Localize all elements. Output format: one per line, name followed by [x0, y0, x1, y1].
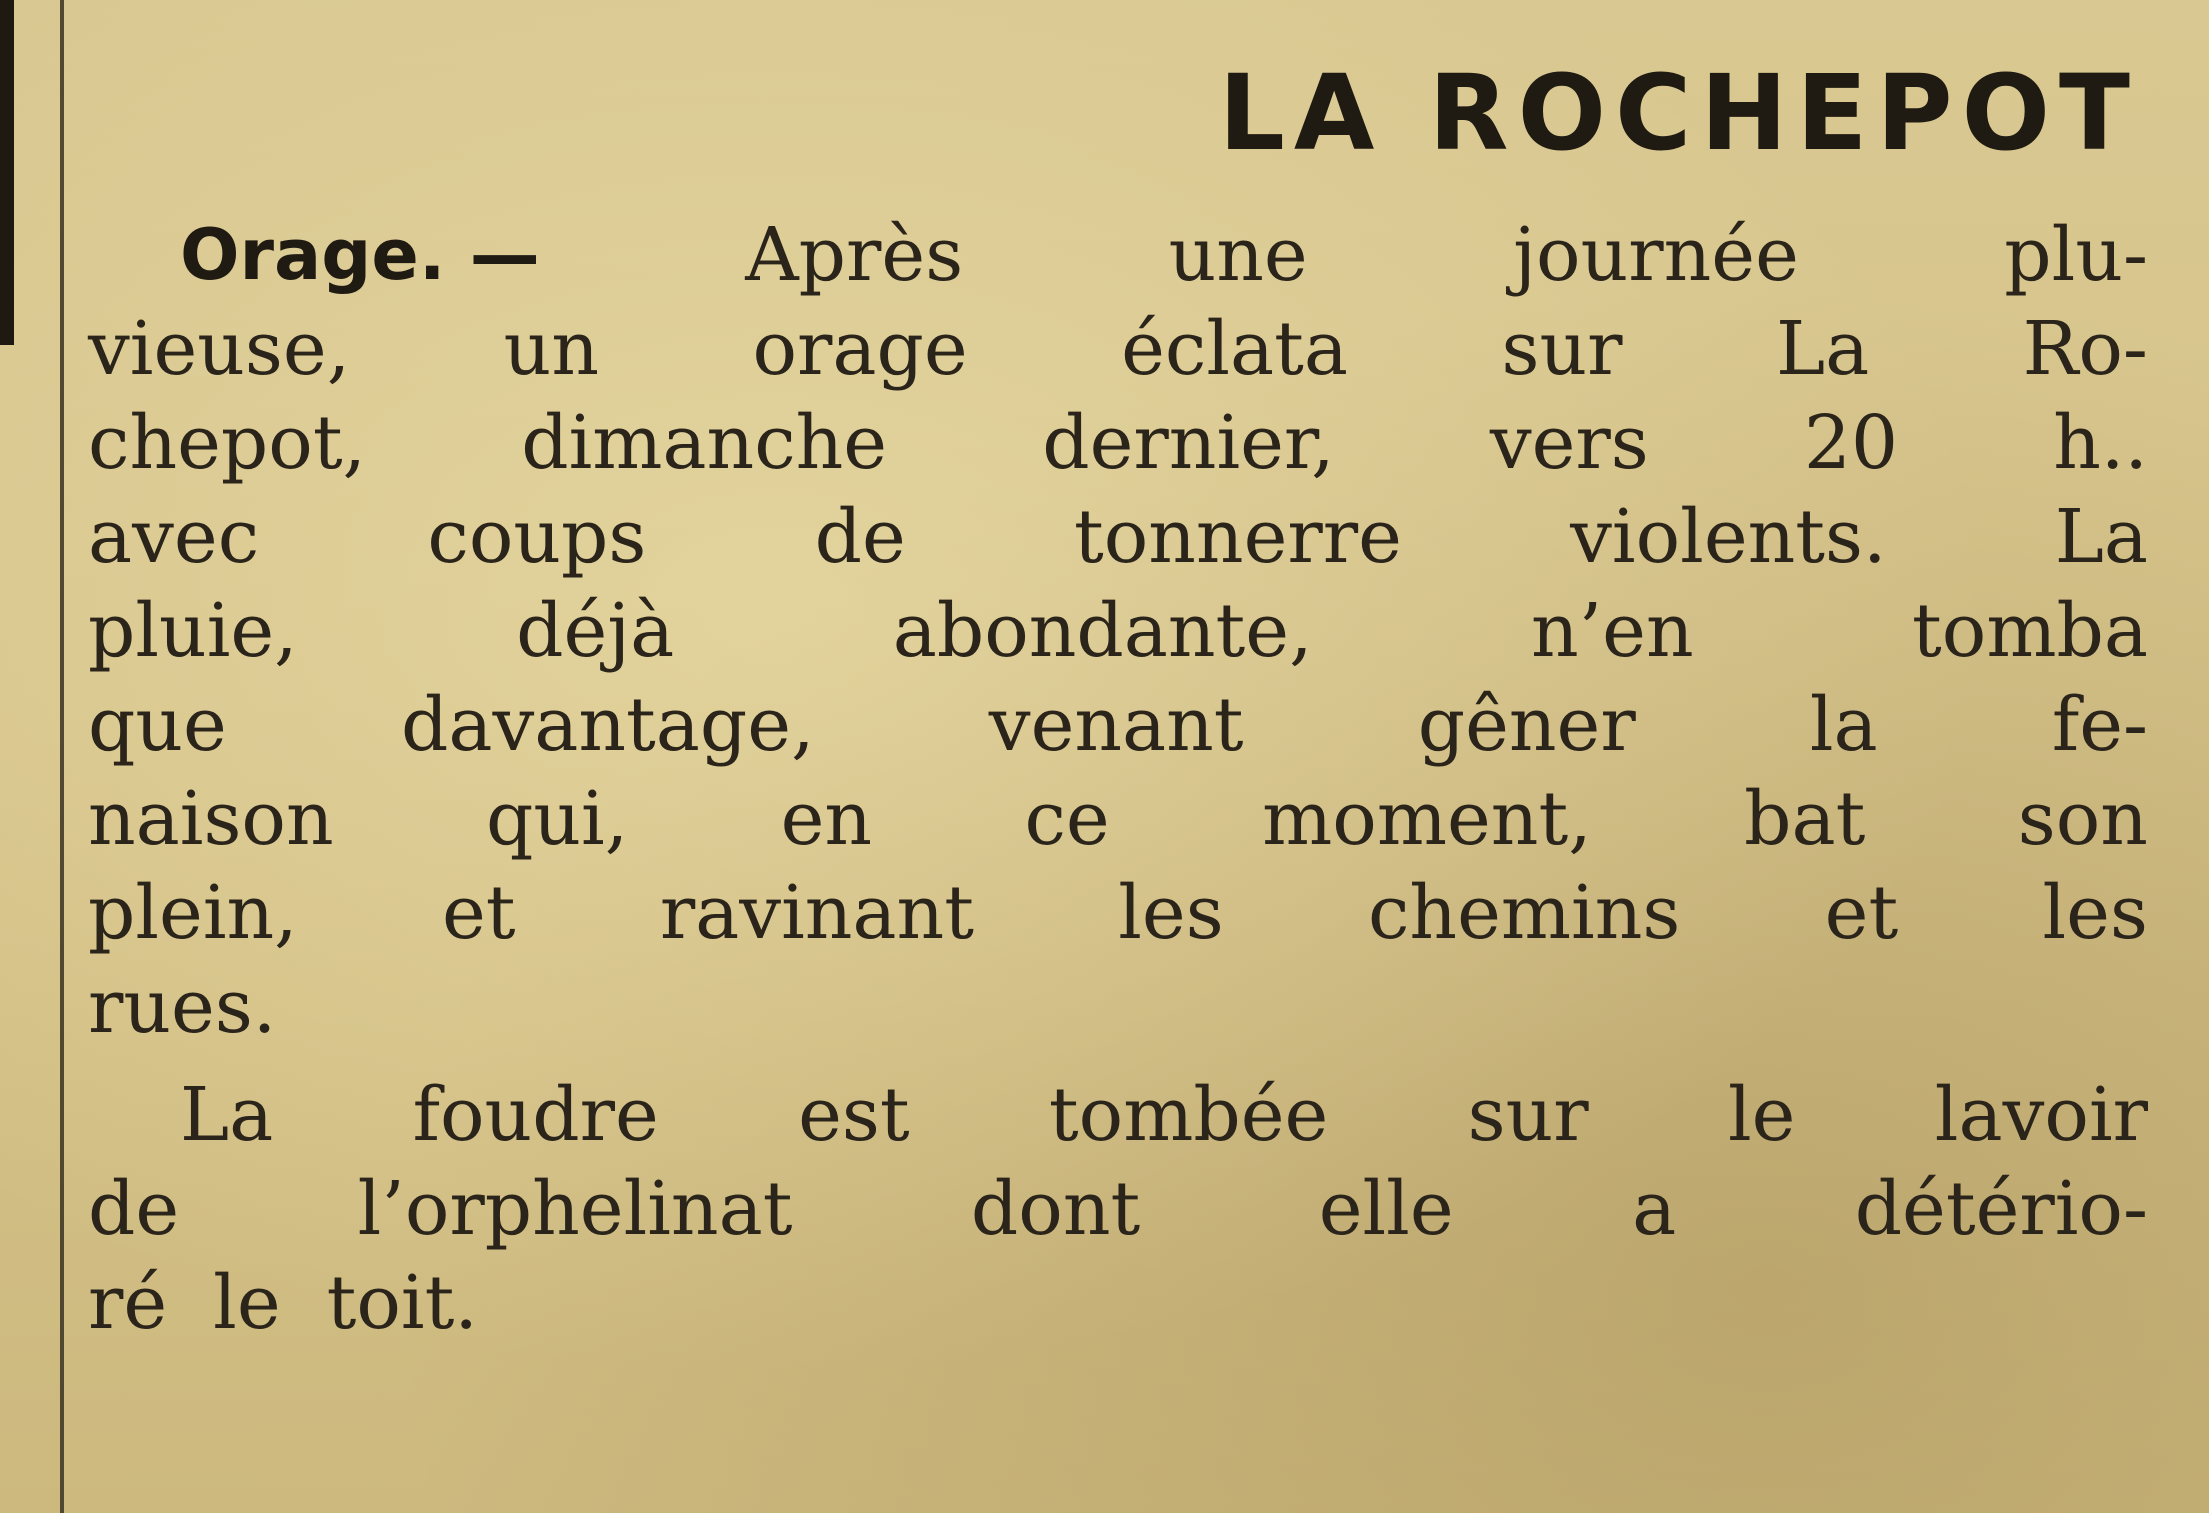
text-line — [88, 584, 2148, 678]
word: journée — [1513, 212, 1799, 298]
word: la — [1809, 682, 1878, 768]
word: éclata — [1121, 306, 1349, 392]
word: tombée — [1048, 1072, 1329, 1158]
word: ré — [88, 1260, 168, 1346]
word: venant — [988, 682, 1244, 768]
word: a — [1632, 1166, 1677, 1252]
text-line — [88, 1162, 2148, 1256]
paragraph-2 — [88, 1068, 2148, 1350]
word: dimanche — [521, 400, 888, 486]
word: coups — [427, 494, 647, 580]
word: est — [798, 1072, 910, 1158]
word: tonnerre — [1073, 494, 1402, 580]
lede-word: Orage. — — [180, 214, 540, 296]
word: h.. — [2053, 400, 2148, 486]
word: toit. — [326, 1260, 478, 1346]
word: rues. — [88, 964, 277, 1050]
paragraph-1 — [88, 208, 2148, 1054]
word: Ro- — [2022, 306, 2148, 392]
word: vieuse, — [88, 306, 351, 392]
text-line — [88, 960, 2148, 1054]
word: Après — [745, 212, 964, 298]
article-body — [88, 208, 2148, 1350]
word: sur — [1501, 306, 1623, 392]
word: gêner — [1417, 682, 1636, 768]
word: détério- — [1854, 1166, 2148, 1252]
word: chemins — [1367, 870, 1681, 956]
word: de — [88, 1166, 180, 1252]
word: que — [88, 682, 227, 768]
word: ce — [1024, 776, 1110, 862]
word: l’orphelinat — [357, 1166, 793, 1252]
word: et — [441, 870, 516, 956]
text-line — [88, 678, 2148, 772]
word: lavoir — [1934, 1072, 2148, 1158]
word: les — [1118, 870, 1224, 956]
word: chepot, — [88, 400, 367, 486]
word: son — [2017, 776, 2148, 862]
word: sur — [1467, 1072, 1589, 1158]
word: La — [1775, 306, 1870, 392]
word: dernier, — [1042, 400, 1335, 486]
word: déjà — [516, 588, 675, 674]
word: n’en — [1531, 588, 1694, 674]
word: avec — [88, 494, 260, 580]
word: une — [1168, 212, 1308, 298]
word: le — [1728, 1072, 1796, 1158]
word: La — [180, 1072, 274, 1158]
dark-margin-strip — [0, 0, 14, 345]
word: plu- — [2004, 212, 2148, 298]
word: un — [503, 306, 599, 392]
word: les — [2042, 870, 2148, 956]
article-heading: LA ROCHEPOT — [1218, 52, 2139, 174]
word: qui, — [486, 776, 629, 862]
text-line — [88, 866, 2148, 960]
word: ravinant — [659, 870, 974, 956]
text-line — [88, 1256, 2148, 1350]
text-line — [88, 396, 2148, 490]
text-line — [88, 490, 2148, 584]
word: 20 — [1803, 400, 1899, 486]
word: bat — [1744, 776, 1866, 862]
word: orage — [752, 306, 968, 392]
word: naison — [88, 776, 334, 862]
word: La — [2054, 494, 2148, 580]
text-line — [88, 302, 2148, 396]
word: de — [814, 494, 906, 580]
word: et — [1824, 870, 1899, 956]
word: vers — [1489, 400, 1649, 486]
word: abondante, — [892, 588, 1313, 674]
text-line — [88, 208, 2148, 302]
word: pluie, — [88, 588, 298, 674]
word: foudre — [412, 1072, 659, 1158]
word: violents. — [1570, 494, 1887, 580]
word: dont — [970, 1166, 1141, 1252]
text-line — [88, 772, 2148, 866]
word: moment, — [1262, 776, 1592, 862]
text-line — [88, 1068, 2148, 1162]
word: davantage, — [400, 682, 815, 768]
column-rule — [60, 0, 64, 1513]
word: plein, — [88, 870, 298, 956]
word: le — [213, 1260, 281, 1346]
word: elle — [1318, 1166, 1454, 1252]
word: en — [780, 776, 873, 862]
word: fe- — [2051, 682, 2148, 768]
word: tomba — [1912, 588, 2148, 674]
